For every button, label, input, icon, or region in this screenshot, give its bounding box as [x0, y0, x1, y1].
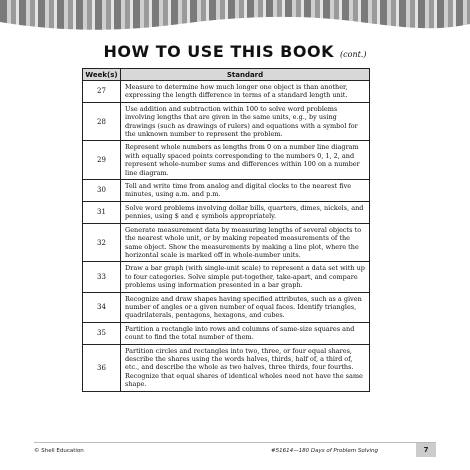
week-cell: 30 — [83, 180, 121, 202]
table-row — [83, 102, 370, 141]
table-row — [83, 141, 370, 180]
column-header-week: Week(s) — [83, 69, 121, 81]
page-title-suffix: (cont.) — [340, 50, 367, 59]
standard-cell: Solve word problems involving dollar bills, quarters, dimes, nickels, and pennies, using $ and ¢ symbols appropriately. — [121, 201, 370, 223]
footer-book-title: #51614—180 Days of Problem Solving — [271, 448, 378, 454]
standard-cell: Recognize and draw shapes having specified attributes, such as a given number of angles or a given number of equal faces. Identify triangles, quadrilaterals, pentagons, hexagons, and cubes. — [121, 292, 370, 322]
week-cell: 28 — [83, 102, 121, 141]
standard-cell: Tell and write time from analog and digital clocks to the nearest five minutes, using a.m. and p.m. — [121, 180, 370, 202]
standard-cell: Generate measurement data by measuring lengths of several objects to the nearest whole unit, or by making repeated measurements of the same object. Show the measurements by making a line plot, where the horizontal scale is marked off in whole-number units. — [121, 223, 370, 262]
table-row — [83, 201, 370, 223]
week-cell: 31 — [83, 201, 121, 223]
standard-cell: Partition circles and rectangles into two, three, or four equal shares, describe the shares using the words halves, thirds, half of, a third of, etc., and describe the whole as two halves, three thirds, four fourths. Recognize that equal shares of identical wholes need not have the same shape. — [121, 344, 370, 391]
table-row — [83, 322, 370, 344]
table-row — [83, 292, 370, 322]
header-wave-decoration — [0, 14, 470, 36]
standard-cell: Measure to determine how much longer one object is than another, expressing the length difference in terms of a standard length unit. — [121, 81, 370, 103]
footer-publisher: © Shell Education — [34, 448, 84, 454]
standard-cell: Represent whole numbers as lengths from 0 on a number line diagram with equally spaced points corresponding to the numbers 0, 1, 2, and represent whole-number sums and differences within 100 on a number line diagram. — [121, 141, 370, 180]
standard-cell: Draw a bar graph (with single-unit scale) to represent a data set with up to four categories. Solve simple put-together, take-apart, and compare problems using information presented in a bar graph. — [121, 262, 370, 292]
week-cell: 32 — [83, 223, 121, 262]
table-row — [83, 180, 370, 202]
table-row — [83, 81, 370, 103]
table-header-row — [83, 69, 370, 81]
week-cell: 34 — [83, 292, 121, 322]
page-title — [0, 42, 470, 61]
standard-cell: Partition a rectangle into rows and columns of same-size squares and count to find the total number of them. — [121, 322, 370, 344]
week-cell: 29 — [83, 141, 121, 180]
week-cell: 33 — [83, 262, 121, 292]
table-row — [83, 223, 370, 262]
standards-table — [82, 68, 370, 392]
footer-divider — [34, 442, 436, 443]
week-cell: 36 — [83, 344, 121, 391]
column-header-standard: Standard — [121, 69, 370, 81]
table-row — [83, 344, 370, 391]
page-number: 7 — [416, 443, 436, 457]
page-title-text: HOW TO USE THIS BOOK — [103, 42, 334, 61]
standard-cell: Use addition and subtraction within 100 to solve word problems involving lengths that are given in the same units, e.g., by using drawings (such as drawings of rulers) and equations with a symbol for the unknown number to represent the problem. — [121, 102, 370, 141]
page-footer — [34, 446, 436, 460]
table-row — [83, 262, 370, 292]
week-cell: 35 — [83, 322, 121, 344]
week-cell: 27 — [83, 81, 121, 103]
